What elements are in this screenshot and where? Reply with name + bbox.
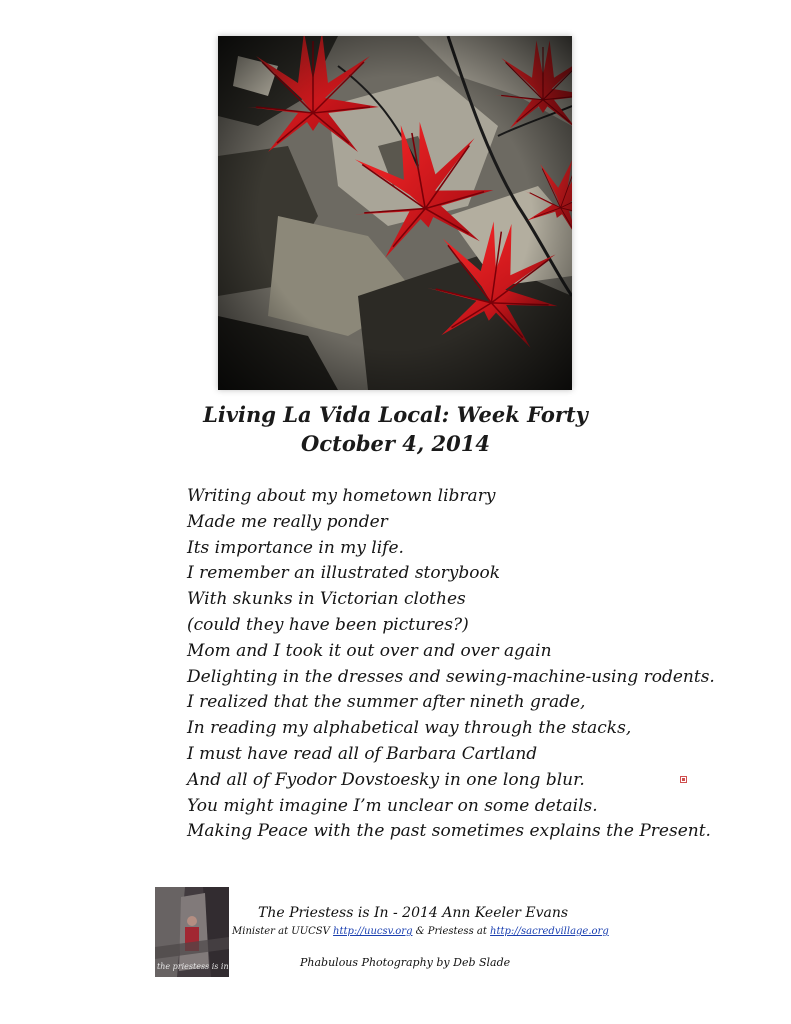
poem-line: Its importance in my life. [187,537,404,558]
poem-line: Made me really ponder [187,511,388,532]
document-title: Living La Vida Local: Week Forty [203,402,588,427]
leaf-photo [218,36,572,390]
poem-line: (could they have been pictures?) [187,614,469,635]
footer-affiliations [232,926,609,937]
poem-line: Mom and I took it out over and over again [187,640,552,661]
poem [187,484,767,845]
poem-line: Delighting in the dresses and sewing-machine-using rodents. [187,666,715,687]
poem-line: I realized that the summer after nineth grade, [187,692,586,713]
poem-line: You might imagine I’m unclear on some details. [187,795,598,816]
thumbnail-caption: the priestess is in [157,962,229,971]
priestess-prefix: & Priestess at [412,926,491,937]
embedded-object-icon [680,776,687,783]
minister-prefix: Minister at UUCSV [232,926,334,937]
poem-line: Writing about my hometown library [187,486,496,506]
uucsv-link[interactable]: http://uucsv.org [333,926,413,937]
poem-line: In reading my alphabetical way through the stacks, [187,718,632,739]
sacredvillage-link[interactable]: http://sacredvillage.org [490,926,609,937]
poem-line: I remember an illustrated storybook [187,563,500,584]
document-date: October 4, 2014 [301,431,490,456]
footer-credit: The Priestess is In - 2014 Ann Keeler Evans [258,905,569,921]
poem-line: Making Peace with the past sometimes explains the Present. [187,821,711,842]
poem-line: I must have read all of Barbara Cartland [187,743,538,764]
poem-line: With skunks in Victorian clothes [187,589,466,610]
priestess-thumbnail [155,887,229,977]
photo-credit: Phabulous Photography by Deb Slade [300,956,511,969]
poem-line: And all of Fyodor Dovstoesky in one long blur. [187,769,585,790]
